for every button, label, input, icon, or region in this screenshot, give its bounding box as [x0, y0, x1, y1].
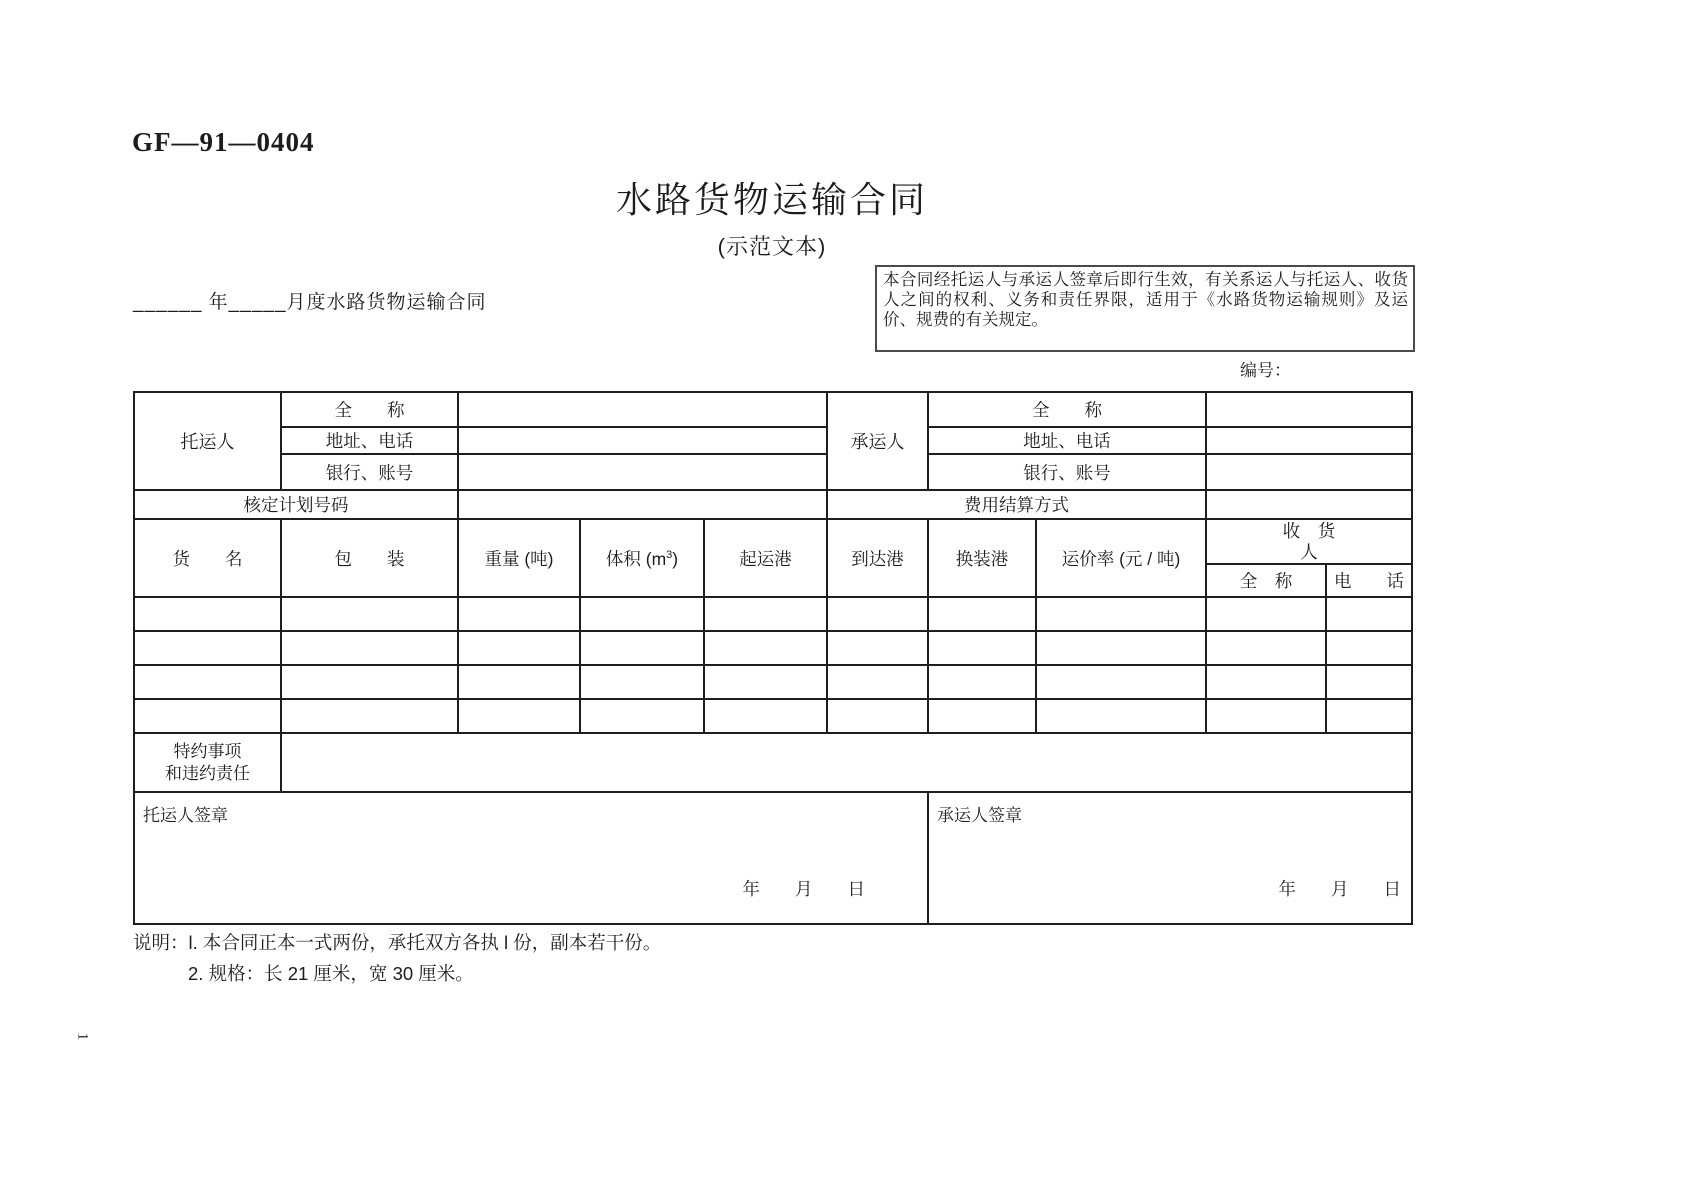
goods-empty-row [134, 699, 1412, 733]
header-arrival-port: 到达港 [827, 519, 928, 597]
goods-empty-cell [928, 597, 1036, 631]
goods-empty-cell [1326, 597, 1412, 631]
goods-empty-cell [1206, 631, 1326, 665]
shipper-address-phone-label: 地址、电话 [281, 427, 458, 454]
carrier-bank-account-label: 银行、账号 [928, 454, 1206, 490]
goods-empty-cell [458, 597, 580, 631]
goods-empty-cell [1206, 699, 1326, 733]
shipper-signature-cell [134, 792, 928, 924]
shipper-full-name-value [458, 392, 827, 427]
goods-empty-cell [1036, 597, 1206, 631]
goods-empty-cell [704, 631, 827, 665]
goods-empty-cell [281, 699, 458, 733]
special-terms-value [281, 733, 1412, 792]
header-departure-port: 起运港 [704, 519, 827, 597]
header-cargo-name: 货 名 [134, 519, 281, 597]
shipper-full-name-label: 全 称 [281, 392, 458, 427]
special-terms-label [134, 733, 281, 792]
plan-number-value [458, 490, 827, 519]
goods-empty-cell [928, 631, 1036, 665]
goods-empty-cell [134, 699, 281, 733]
goods-empty-cell [281, 597, 458, 631]
carrier-address-phone-label: 地址、电话 [928, 427, 1206, 454]
shipper-label: 托运人 [134, 392, 281, 490]
volume-label-suffix: ) [672, 548, 679, 569]
goods-empty-row [134, 665, 1412, 699]
shipper-bank-account-label: 银行、账号 [281, 454, 458, 490]
contract-form-table [133, 391, 1413, 925]
shipper-carrier-row-1 [134, 392, 1412, 427]
goods-empty-cell [704, 699, 827, 733]
carrier-label: 承运人 [827, 392, 928, 490]
shipper-signature-label: 托运人签章 [143, 806, 228, 825]
goods-empty-cell [580, 631, 704, 665]
shipper-address-phone-value [458, 427, 827, 454]
page-subtitle: (示范文本) [717, 234, 827, 259]
volume-label-superscript: 3 [666, 548, 673, 561]
goods-empty-cell [928, 665, 1036, 699]
shipper-carrier-row-2 [134, 427, 1412, 454]
goods-empty-cell [928, 699, 1036, 733]
carrier-address-phone-value [1206, 427, 1412, 454]
settlement-method-label: 费用结算方式 [827, 490, 1206, 519]
goods-empty-cell [827, 665, 928, 699]
goods-empty-cell [1326, 665, 1412, 699]
note-line-1: 说明：l. 本合同正本一式两份，承托双方各执 l 份，副本若干份。 [133, 932, 662, 953]
plan-settlement-row [134, 490, 1412, 519]
shipper-bank-account-value [458, 454, 827, 490]
goods-empty-cell [827, 597, 928, 631]
goods-empty-cell [1036, 665, 1206, 699]
goods-empty-cell [1036, 699, 1206, 733]
goods-empty-cell [458, 665, 580, 699]
goods-empty-cell [1326, 631, 1412, 665]
goods-empty-cell [704, 665, 827, 699]
goods-empty-cell [1206, 597, 1326, 631]
goods-empty-cell [134, 631, 281, 665]
carrier-bank-account-value [1206, 454, 1412, 490]
serial-number-label: 编号： [1240, 361, 1291, 380]
period-blank-line: ______ 年_____月度水路货物运输合同 [133, 292, 487, 313]
goods-empty-cell [134, 665, 281, 699]
header-packing: 包 装 [281, 519, 458, 597]
shipper-signature-date: 年 月 日 [742, 879, 866, 899]
goods-empty-cell [458, 699, 580, 733]
goods-empty-cell [134, 597, 281, 631]
header-consignee-phone: 电 话 [1326, 564, 1412, 597]
header-volume [580, 519, 704, 597]
goods-empty-cell [580, 597, 704, 631]
special-terms-label-line1: 特约事项 [173, 741, 242, 761]
goods-empty-cell [281, 665, 458, 699]
goods-empty-cell [827, 699, 928, 733]
consignee-label-line1: 收 货 [1282, 520, 1336, 541]
notice-box: 本合同经托运人与承运人签章后即行生效，有关系运人与托运人、收货人之间的权利、义务和责任界限，适用于《水路货物运输规则》及运价、规费的有关规定。 [875, 265, 1415, 352]
goods-empty-cell [1036, 631, 1206, 665]
goods-empty-cell [1206, 665, 1326, 699]
goods-empty-cell [827, 631, 928, 665]
plan-number-label: 核定计划号码 [134, 490, 458, 519]
page-title: 水路货物运输合同 [615, 179, 928, 220]
goods-empty-cell [281, 631, 458, 665]
goods-empty-cell [458, 631, 580, 665]
carrier-full-name-label: 全 称 [928, 392, 1206, 427]
carrier-signature-date: 年 月 日 [1278, 879, 1402, 899]
goods-empty-row [134, 631, 1412, 665]
header-consignee-name: 全 称 [1206, 564, 1326, 597]
carrier-signature-cell [928, 792, 1412, 924]
page-number: 1 [74, 1032, 91, 1041]
header-freight-rate: 运价率 (元 / 吨) [1036, 519, 1206, 597]
shipper-carrier-row-3 [134, 454, 1412, 490]
special-terms-row [134, 733, 1412, 792]
special-terms-label-line2: 和违约责任 [165, 763, 250, 783]
form-code: GF—91—0404 [132, 127, 315, 157]
volume-label-prefix: 体积 (m [605, 548, 667, 569]
consignee-label-line2: 人 [1300, 541, 1318, 562]
settlement-method-value [1206, 490, 1412, 519]
goods-header-row [134, 519, 1412, 564]
header-transfer-port: 换装港 [928, 519, 1036, 597]
carrier-full-name-value [1206, 392, 1412, 427]
goods-empty-cell [1326, 699, 1412, 733]
goods-empty-cell [704, 597, 827, 631]
carrier-signature-label: 承运人签章 [937, 806, 1023, 825]
header-weight: 重量 (吨) [458, 519, 580, 597]
goods-empty-cell [580, 665, 704, 699]
note-line-2: 2. 规格：长 21 厘米，宽 30 厘米。 [188, 963, 474, 984]
header-consignee [1206, 519, 1412, 564]
goods-empty-row [134, 597, 1412, 631]
goods-empty-cell [580, 699, 704, 733]
signature-row [134, 792, 1412, 924]
